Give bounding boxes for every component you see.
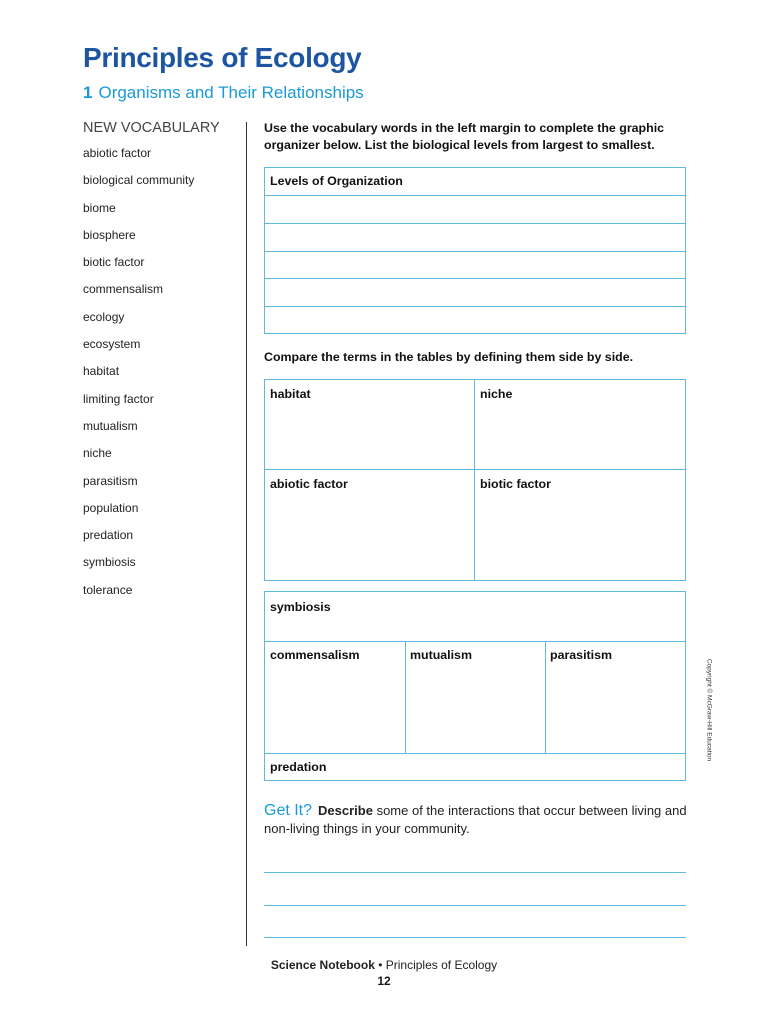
organizer-instructions: Use the vocabulary words in the left margin to complete the graphic organizer below. List the biological levels from largest to smallest.: [264, 121, 665, 152]
vocab-item: biological community: [83, 173, 195, 188]
vocab-item: ecosystem: [83, 337, 141, 352]
margin-divider: [246, 122, 247, 946]
cell-mutualism: mutualism: [410, 648, 472, 662]
get-it-label: Get It?: [264, 802, 313, 819]
symbiosis-table: [264, 591, 686, 781]
footer-book: Science Notebook: [270, 958, 375, 972]
page-number: 12: [377, 974, 391, 988]
answer-line[interactable]: [264, 937, 686, 938]
vocab-item: mutualism: [83, 418, 138, 433]
levels-of-organization-table: [264, 167, 686, 334]
vocab-item: habitat: [83, 364, 120, 379]
page-footer: [0, 958, 768, 972]
cell-habitat: habitat: [270, 387, 311, 401]
vocab-item: symbiosis: [83, 555, 136, 570]
lesson-heading: [83, 83, 364, 103]
copyright-text: Copyright © McGraw-Hill Education: [705, 658, 713, 762]
answer-line[interactable]: [264, 872, 686, 873]
copyright-notice: [704, 648, 714, 772]
vocab-item: parasitism: [83, 473, 138, 488]
answer-line[interactable]: [264, 905, 686, 906]
levels-answer-row-2[interactable]: [265, 223, 685, 251]
vocab-item: biotic factor: [83, 255, 145, 270]
get-it-prompt: [264, 802, 694, 838]
vocab-item: tolerance: [83, 582, 133, 597]
levels-answer-row-4[interactable]: [265, 278, 685, 306]
compare-table-divider: [474, 380, 475, 581]
vocabulary-heading: NEW VOCABULARY: [83, 120, 220, 136]
get-it-verb: Describe: [318, 803, 373, 818]
compare-instructions: Compare the terms in the tables by defining them side by side.: [264, 350, 634, 364]
compare-terms-table: [264, 379, 686, 581]
compare-table-divider: [265, 469, 686, 470]
lesson-title: Organisms and Their Relationships: [98, 83, 364, 102]
levels-answer-row-5[interactable]: [265, 306, 685, 334]
vocab-item: limiting factor: [83, 391, 154, 406]
footer-separator: •: [374, 958, 386, 972]
vocab-item: abiotic factor: [83, 146, 152, 160]
levels-answer-row-1[interactable]: [265, 195, 685, 223]
symbiosis-header: symbiosis: [270, 600, 331, 614]
symbiosis-table-divider: [265, 753, 686, 754]
levels-answer-row-3[interactable]: [265, 251, 685, 279]
vocab-item: ecology: [83, 309, 125, 324]
cell-abiotic-factor: abiotic factor: [270, 477, 348, 491]
symbiosis-table-divider: [265, 641, 686, 642]
vocab-item: commensalism: [83, 282, 164, 297]
cell-parasitism: parasitism: [550, 648, 612, 662]
page-title: Principles of Ecology: [83, 42, 362, 73]
cell-biotic-factor: biotic factor: [480, 477, 551, 491]
cell-niche: niche: [480, 387, 513, 401]
lesson-number: 1: [83, 83, 93, 102]
symbiosis-table-divider: [405, 641, 406, 753]
cell-predation: predation: [270, 760, 327, 774]
get-it-text: some of the interactions that occur between living and non-living things in your community.: [264, 803, 687, 836]
symbiosis-table-divider: [545, 641, 546, 753]
vocab-item: biosphere: [83, 227, 136, 242]
levels-table-header: Levels of Organization: [270, 174, 403, 188]
footer-chapter: Principles of Ecology: [385, 958, 498, 972]
vocab-item: population: [83, 500, 139, 515]
vocabulary-list: [83, 146, 194, 610]
vocab-item: biome: [83, 200, 116, 215]
vocab-item: niche: [83, 446, 112, 461]
cell-commensalism: commensalism: [270, 648, 360, 662]
vocab-item: predation: [83, 528, 134, 543]
